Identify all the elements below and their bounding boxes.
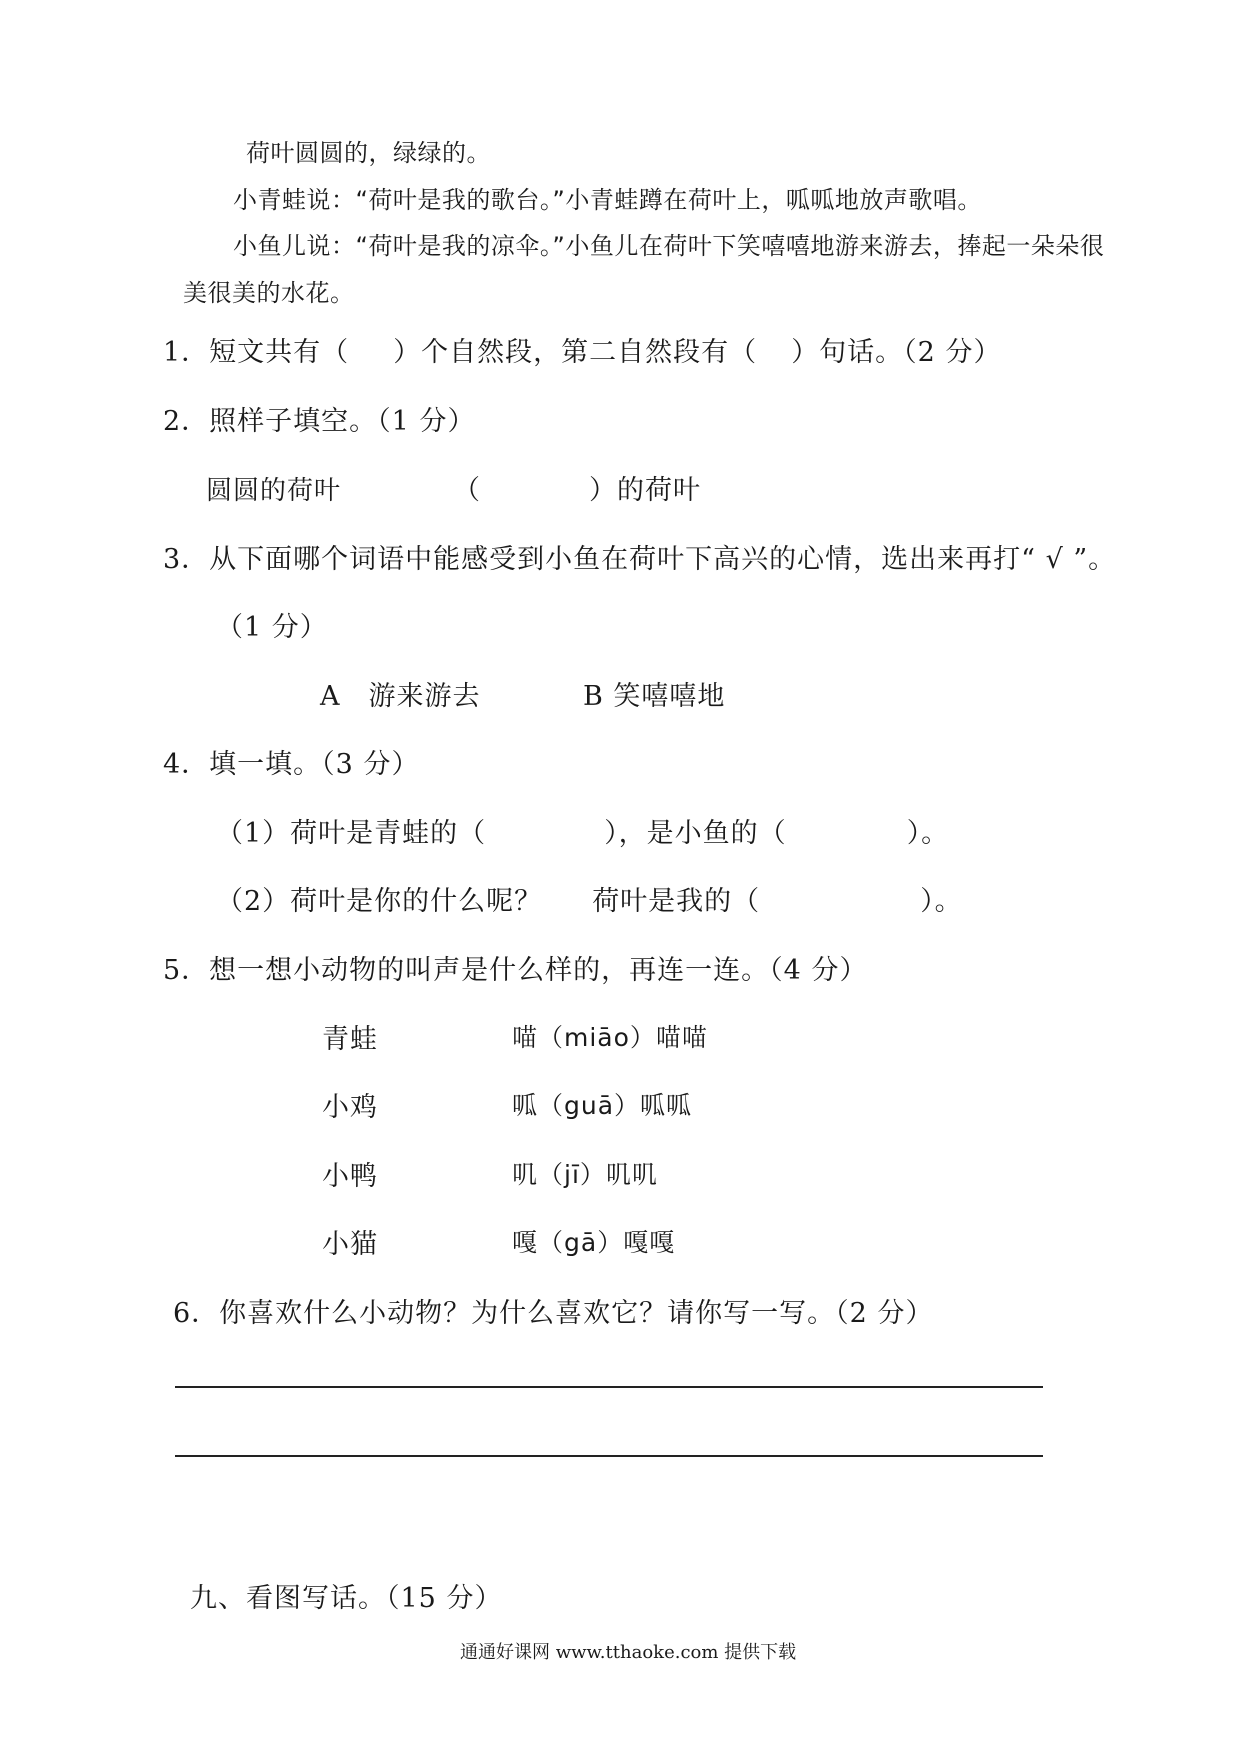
question-4-title: 4．填一填。（3 分） — [163, 749, 420, 780]
writing-line[interactable] — [175, 1455, 1043, 1457]
question-4-sub-2 — [216, 879, 963, 918]
passage-line-3: 小鱼儿说：“荷叶是我的凉伞。”小鱼儿在荷叶下笑嘻嘻地游来游去，捧起一朵朵很 — [233, 232, 1105, 260]
animal-item[interactable]: 小鸡 — [322, 1092, 378, 1123]
sub-1-part-b: ），是小鱼的（ — [604, 818, 787, 849]
option-b[interactable]: B 笑嘻嘻地 — [583, 681, 726, 712]
writing-line[interactable] — [175, 1386, 1043, 1388]
footer-text: 通通好课网 www.tthaoke.com 提供下载 — [460, 1642, 797, 1663]
question-1-part-a: 1．短文共有（ — [163, 337, 350, 368]
question-1-part-b: ）个自然段，第二自然段有（ — [393, 337, 758, 368]
sound-item[interactable]: 呱（guā）呱呱 — [512, 1091, 693, 1120]
blank-close: ）的荷叶 — [589, 475, 702, 506]
sub-1-part-a: （1）荷叶是青蛙的（ — [216, 818, 487, 849]
question-4-sub-1 — [216, 811, 949, 850]
sub-2-part-b: 荷叶是我的（ — [592, 886, 761, 917]
sub-2-part-a: （2）荷叶是你的什么呢？ — [216, 886, 543, 917]
question-6-title: 6．你喜欢什么小动物？为什么喜欢它？请你写一写。（2 分） — [173, 1298, 934, 1329]
animal-item[interactable]: 小猫 — [322, 1229, 378, 1260]
sub-1-part-c: ）。 — [906, 818, 950, 849]
question-5-title: 5．想一想小动物的叫声是什么样的，再连一连。（4 分） — [163, 955, 868, 986]
passage-line-1: 荷叶圆圆的，绿绿的。 — [246, 139, 491, 167]
passage-line-2: 小青蛙说：“荷叶是我的歌台。”小青蛙蹲在荷叶上，呱呱地放声歌唱。 — [233, 186, 982, 214]
example-phrase: 圆圆的荷叶 — [206, 476, 342, 506]
question-2-example-row — [206, 468, 701, 507]
blank-open: （ — [453, 475, 482, 506]
option-a[interactable]: A 游来游去 — [320, 681, 481, 712]
sub-2-part-c: ）。 — [920, 886, 963, 917]
passage-line-4: 美很美的水花。 — [183, 279, 355, 307]
sound-item[interactable]: 叽（jī）叽叽 — [512, 1160, 658, 1189]
question-1 — [163, 330, 1001, 369]
question-3-title: 3．从下面哪个词语中能感受到小鱼在荷叶下高兴的心情，选出来再打“ √ ”。 — [163, 544, 1117, 575]
question-1-part-c: ）句话。（2 分） — [791, 337, 1002, 368]
question-2-title: 2．照样子填空。（1 分） — [163, 406, 476, 437]
animal-item[interactable]: 小鸭 — [322, 1161, 378, 1192]
animal-item[interactable]: 青蛙 — [322, 1024, 378, 1055]
section-9-title: 九、看图写话。（15 分） — [190, 1583, 503, 1614]
question-3-score: （1 分） — [216, 612, 328, 643]
sound-item[interactable]: 嘎（gā）嘎嘎 — [512, 1228, 676, 1257]
sound-item[interactable]: 喵（miāo）喵喵 — [512, 1023, 708, 1052]
